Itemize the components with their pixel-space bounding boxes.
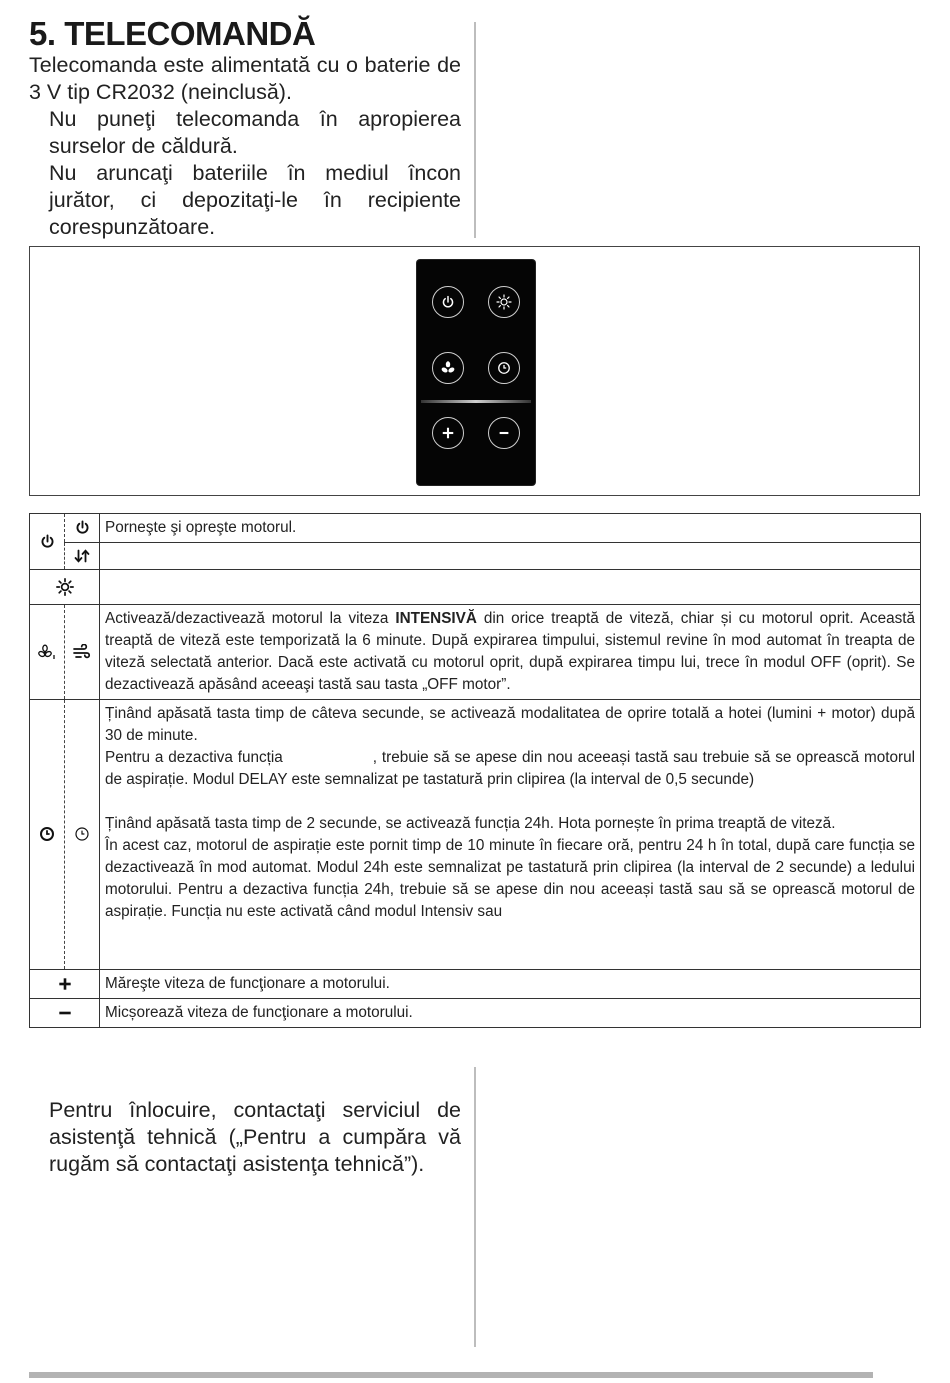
remote-power-button bbox=[432, 286, 464, 318]
remote-fan-button bbox=[432, 352, 464, 384]
controls-table bbox=[29, 513, 921, 1028]
column-divider-bottom bbox=[474, 1067, 476, 1347]
footer-bar bbox=[29, 1372, 873, 1378]
minus-icon-cell bbox=[30, 999, 100, 1028]
table-row bbox=[30, 970, 921, 999]
disposal-warning: Nu aruncaţi bateriile în mediul încon jurător, ci depozitaţi-le în recipiente corespunzătoare. bbox=[49, 161, 461, 239]
mode-24h-activation: Ținând apăsată tasta timp de 2 secunde, se activează funcția 24h. Hota pornește în prima treaptă de viteză. bbox=[105, 815, 836, 832]
section-title: 5. TELECOMANDĂ bbox=[29, 15, 316, 52]
table-row bbox=[30, 543, 921, 570]
remote-plus-button bbox=[432, 417, 464, 449]
heat-warning: Nu puneţi telecomanda în apropierea surselor de căldură. bbox=[49, 107, 461, 158]
minus-icon bbox=[497, 426, 511, 440]
mode-24h-details: În acest caz, motorul de aspirație este pornit timp de 10 minute în fiecare oră, pentru 24 h în total, după care funcția se dezactivează în mod automat. Modul 24h este semnalizat pe tastatură prin clipirea (la interval de 2 secunde) a ledului motorului. Pentru a dezactiva funcția 24h, trebuie să se apese din nou aceeași tastă sau să se oprească motorul de aspirație. Funcția nu este activată când modul Intensiv sau bbox=[105, 837, 915, 920]
fan-intensive-icon-cell bbox=[30, 605, 65, 700]
fan-intensive-icon bbox=[38, 644, 56, 660]
power-icon bbox=[40, 534, 55, 549]
timer-description bbox=[100, 700, 921, 970]
light-icon bbox=[496, 294, 512, 310]
plus-description: Măreşte viteza de funcţionare a motorului. bbox=[100, 970, 921, 999]
wind-icon-cell bbox=[65, 605, 100, 700]
light-icon bbox=[56, 578, 74, 596]
remote-control bbox=[417, 260, 535, 485]
remote-minus-button bbox=[488, 417, 520, 449]
minus-description: Micșorează viteza de funcţionare a motorului. bbox=[100, 999, 921, 1028]
table-row bbox=[30, 605, 921, 700]
battery-info: Telecomanda este alimentată cu o baterie de 3 V tip CR2032 (neinclusă). bbox=[29, 53, 461, 104]
intro-text bbox=[29, 52, 461, 241]
arrows-icon-cell bbox=[65, 543, 100, 570]
minus-icon bbox=[58, 1006, 72, 1020]
light-description bbox=[100, 570, 921, 605]
delay-activation: Ținând apăsată tasta timp de câteva secunde, se activează modalitatea de oprire totală a hotei (lumini + motor) după 30 de minute. bbox=[105, 705, 915, 744]
intensive-description: Activează/dezactivează motorul la viteza INTENSIVĂ din orice treaptă de viteză, chiar și cu motorul oprit. Această treaptă de viteză este temporizată la 6 minute. După expirarea timpului, sistemul revine în mod automat în treapta de viteză selectată anterior. Dacă este activată cu motorul oprit, după expirarea timpu lui, trece în modul OFF (oprit). Se dezactivează apăsând aceeaşi tastă sau tasta „OFF motor”. bbox=[100, 605, 921, 700]
power-icon bbox=[441, 295, 455, 309]
timer-icon bbox=[497, 361, 511, 375]
column-divider-top bbox=[474, 22, 476, 238]
light-icon-cell bbox=[30, 570, 100, 605]
wind-icon bbox=[73, 644, 91, 660]
plus-icon bbox=[58, 977, 72, 991]
plus-icon bbox=[441, 426, 455, 440]
remote-separator bbox=[421, 400, 531, 403]
power-icon-cell bbox=[65, 514, 100, 543]
table-row bbox=[30, 570, 921, 605]
timer-icon-cell bbox=[30, 700, 65, 970]
delay-deactivation: Pentru a dezactiva funcția , trebuie să se apese din nou aceeași tastă sau trebuie să se oprească motorul de aspirație. Modul DELAY este semnalizat pe tastatură prin clipirea (la interval de 0,5 secunde) bbox=[105, 749, 915, 788]
remote-light-button bbox=[488, 286, 520, 318]
remote-figure bbox=[29, 246, 920, 496]
power-icon-cell bbox=[30, 514, 65, 570]
table-row bbox=[30, 999, 921, 1028]
table-row bbox=[30, 514, 921, 543]
arrows-description bbox=[100, 543, 921, 570]
clock-icon-cell bbox=[65, 700, 100, 970]
up-down-arrows-icon bbox=[74, 549, 90, 563]
fan-icon bbox=[440, 360, 456, 376]
timer-icon bbox=[39, 826, 55, 842]
power-icon bbox=[75, 520, 90, 535]
table-row bbox=[30, 700, 921, 970]
clock-icon bbox=[74, 826, 90, 842]
power-description: Porneşte şi opreşte motorul. bbox=[100, 514, 921, 543]
intensive-keyword: INTENSIVĂ bbox=[395, 610, 477, 627]
remote-timer-button bbox=[488, 352, 520, 384]
replacement-info: Pentru înlocuire, contactaţi serviciul de asistenţă tehnică („Pentru a cumpăra vă rugăm să contactaţi asistenţa tehnică”). bbox=[49, 1098, 461, 1176]
plus-icon-cell bbox=[30, 970, 100, 999]
